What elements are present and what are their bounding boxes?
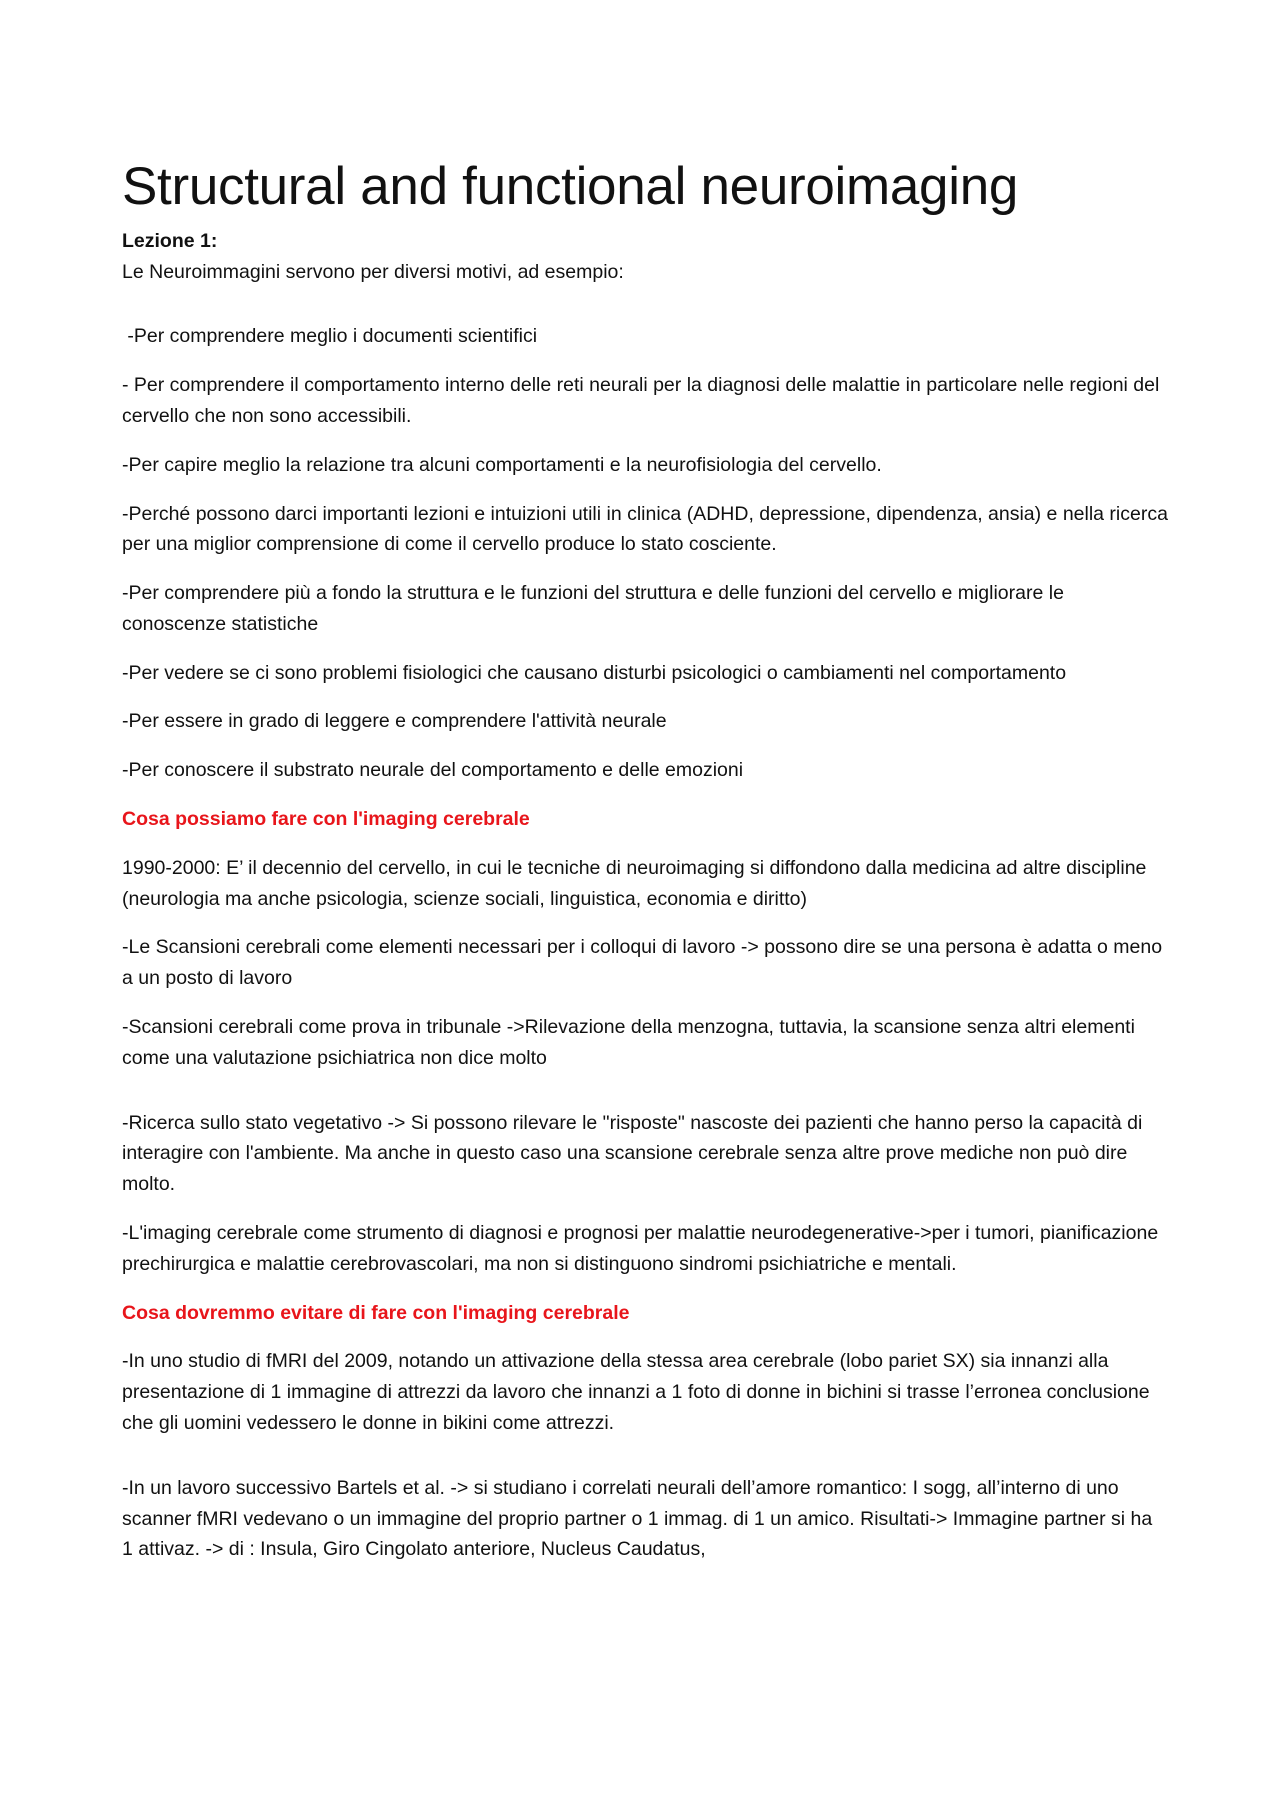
section1-paragraph: -Scansioni cerebrali come prova in tribunale ->Rilevazione della menzogna, tuttavia, la scansione senza altri elementi come una valutazione psichiatrica non dice molto [122,1016,1135,1069]
document-title: Structural and functional neuroimaging [122,157,1019,216]
document-page [122,158,1168,1565]
section-heading-avoid: Cosa dovremmo evitare di fare con l'imaging cerebrale [122,1301,630,1324]
reason-item: -Per comprendere più a fondo la struttura e le funzioni del struttura e delle funzioni del cervello e migliorare le conoscenze statistiche [122,582,1064,635]
section2-paragraph: -In un lavoro successivo Bartels et al. -> si studiano i correlati neurali dell’amore romantico: I sogg, all’interno di uno scanner fMRI vedevano o un immagine del proprio partner o 1 immag. di 1 un amico. Risultati-> Immagine partner si ha 1 attivaz. -> di : Insula, Giro Cingolato anteriore, Nucleus Caudatus, [122,1476,1153,1561]
section1-paragraph: -L'imaging cerebrale come strumento di diagnosi e prognosi per malattie neurodegenerative->per i tumori, pianificazione prechirurgica e malattie cerebrovascolari, ma non si distinguono sindromi psichiatriche e mentali. [122,1222,1159,1275]
reason-item: -Per conoscere il substrato neurale del comportamento e delle emozioni [122,759,744,782]
intro-paragraph: Le Neuroimmagini servono per diversi motivi, ad esempio: [122,260,624,283]
reason-item: -Per vedere se ci sono problemi fisiologici che causano disturbi psicologici o cambiamenti nel comportamento [122,661,1067,684]
section1-paragraph: -Le Scansioni cerebrali come elementi necessari per i colloqui di lavoro -> possono dire se una persona è adatta o meno a un posto di lavoro [122,936,1163,990]
reason-item: -Perché possono darci importanti lezioni e intuizioni utili in clinica (ADHD, depressione, dipendenza, ansia) e nella ricerca per una miglior comprensione di come il cervello produce lo stato cosciente. [122,502,1168,556]
lesson-label: Lezione 1: [122,230,218,253]
reason-item: -Per capire meglio la relazione tra alcuni comportamenti e la neurofisiologia del cervello. [122,453,882,476]
reason-item: -Per essere in grado di leggere e comprendere l'attività neurale [122,710,667,733]
reason-item: -Per comprendere meglio i documenti scientifici [122,325,538,348]
reason-item: - Per comprendere il comportamento interno delle reti neurali per la diagnosi delle malattie in particolare nelle regioni del cervello che non sono accessibili. [122,374,1160,427]
section1-paragraph: -Ricerca sullo stato vegetativo -> Si possono rilevare le "risposte" nascoste dei pazienti che hanno perso la capacità di interagire con l'ambiente. Ma anche in questo caso una scansione cerebrale senza altre prove mediche non può dire molto. [122,1111,1143,1196]
section1-paragraph: 1990-2000: E’ il decennio del cervello, in cui le tecniche di neuroimaging si diffondono dalla medicina ad altre discipline (neurologia ma anche psicologia, scienze sociali, linguistica, economia e diritto) [122,856,1147,910]
section2-paragraph: -In uno studio di fMRI del 2009, notando un attivazione della stessa area cerebrale (lobo pariet SX) sia innanzi alla presentazione di 1 immagine di attrezzi da lavoro che innanzi a 1 foto di donne in bichini si trasse l’erronea conclusione che gli uomini vedessero le donne in bikini come attrezzi. [122,1350,1150,1435]
section-heading-can-do: Cosa possiamo fare con l'imaging cerebrale [122,808,530,831]
